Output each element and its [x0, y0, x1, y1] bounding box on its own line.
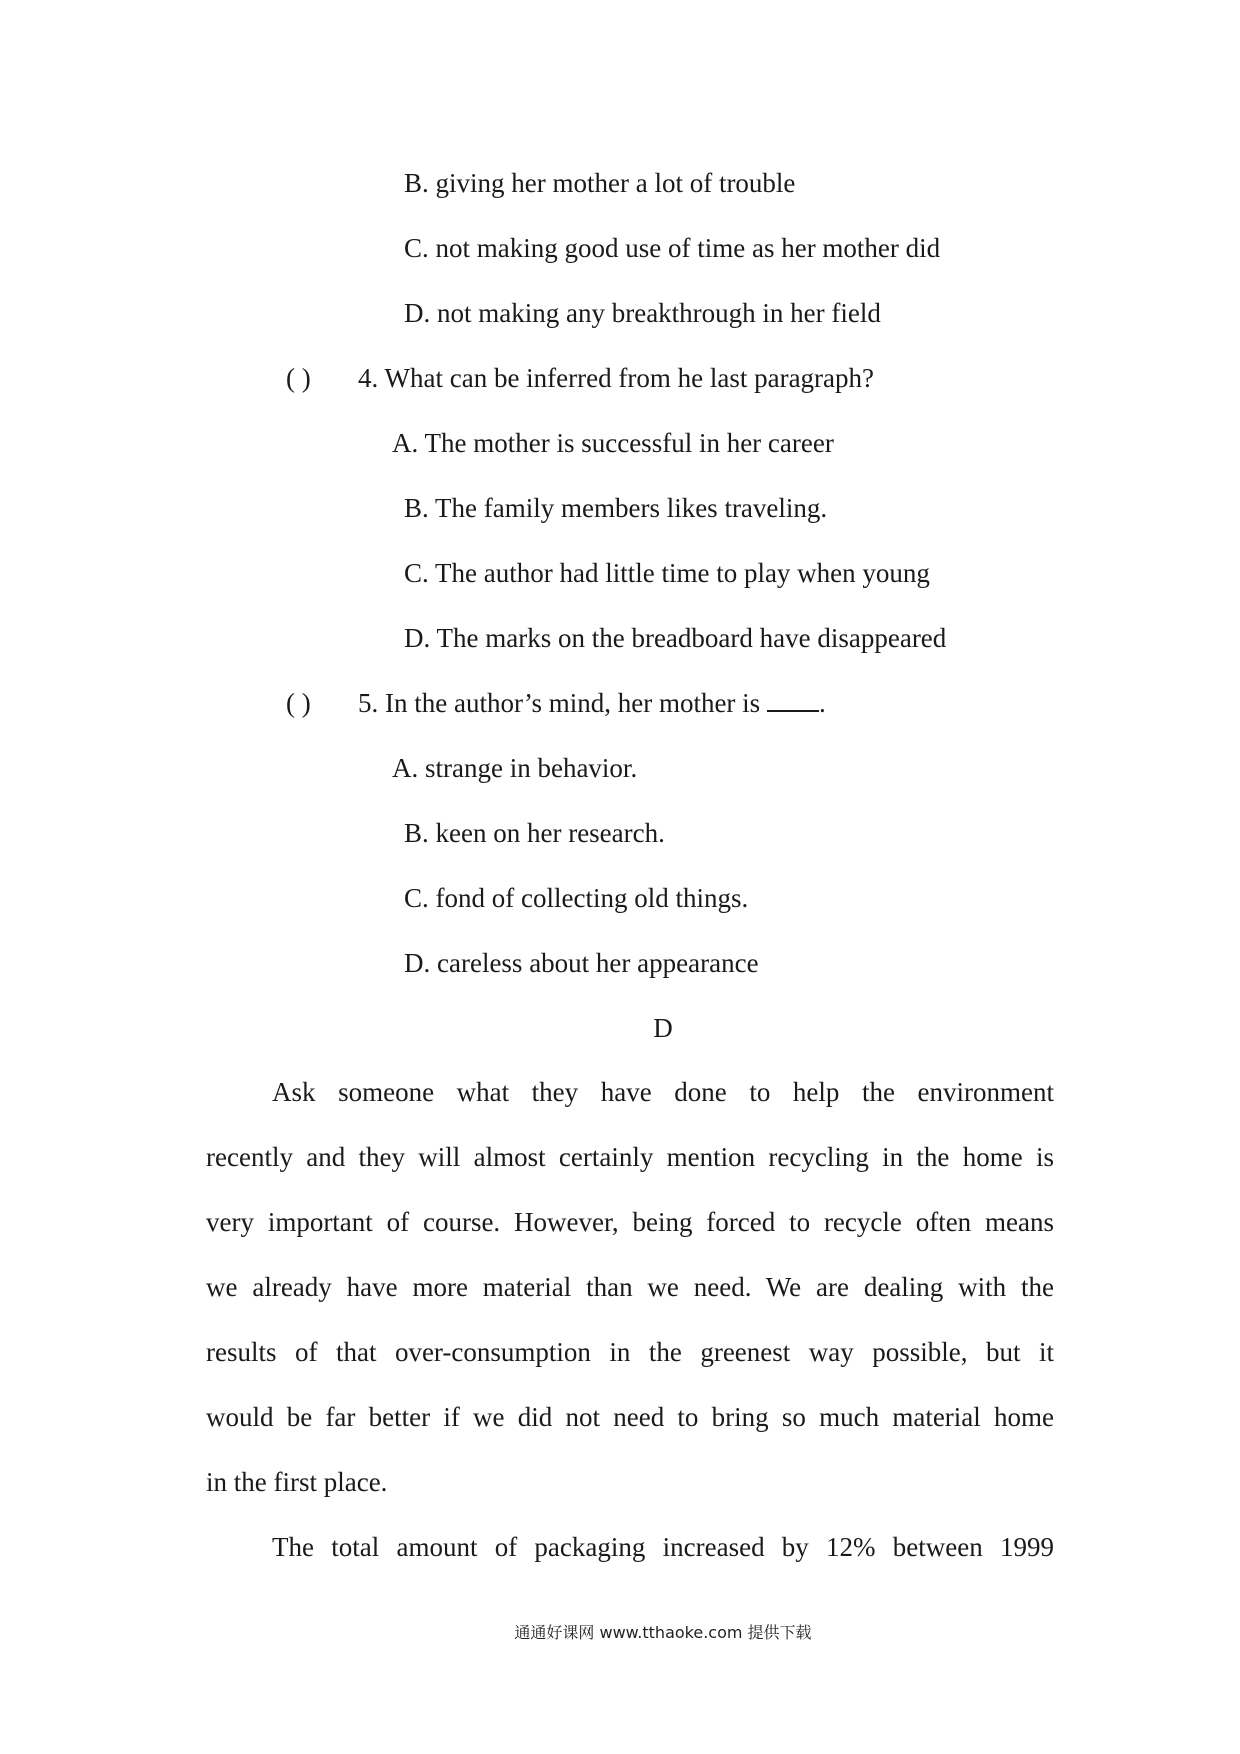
q4-answer-paren: ( ) — [286, 363, 311, 393]
passage-line: in the first place. — [206, 1467, 388, 1497]
passage-line: would be far better if we did not need to bring so much material home — [206, 1402, 1054, 1432]
q3-option-d: D. not making any breakthrough in her field — [404, 298, 881, 328]
section-heading: D — [653, 1013, 673, 1043]
q5-answer-blank — [767, 686, 819, 712]
q5-option-c: C. fond of collecting old things. — [404, 883, 749, 913]
q5-stem-before: 5. In the author’s mind, her mother is — [358, 688, 767, 718]
page-footer: 通通好课网 www.tthaoke.com 提供下载 — [514, 1623, 812, 1642]
q4-option-d: D. The marks on the breadboard have disappeared — [404, 623, 947, 653]
passage-line: Ask someone what they have done to help the environment — [272, 1077, 1054, 1107]
q3-option-b: B. giving her mother a lot of trouble — [404, 168, 796, 198]
passage-paragraph-1 — [206, 1060, 1054, 1515]
passage-line: results of that over-consumption in the greenest way possible, but it — [206, 1337, 1054, 1367]
q5-stem-after: . — [818, 688, 826, 718]
q3-option-c: C. not making good use of time as her mother did — [404, 233, 941, 263]
q4-stem-line — [286, 361, 874, 395]
passage-line: The total amount of packaging increased by 12% between 1999 — [272, 1532, 1054, 1562]
passage-line: we already have more material than we need. We are dealing with the — [206, 1272, 1054, 1302]
q4-option-c: C. The author had little time to play when young — [404, 558, 930, 588]
passage-line: recently and they will almost certainly mention recycling in the home is — [206, 1142, 1054, 1172]
passage-line: very important of course. However, being forced to recycle often means — [206, 1207, 1054, 1237]
q4-option-b: B. The family members likes traveling. — [404, 493, 828, 523]
q4-stem: 4. What can be inferred from he last paragraph? — [358, 363, 875, 393]
q5-answer-paren: ( ) — [286, 688, 311, 718]
q5-option-d: D. careless about her appearance — [404, 948, 759, 978]
passage-paragraph-2 — [206, 1515, 1054, 1580]
q5-option-a: A. strange in behavior. — [392, 753, 638, 783]
q4-option-a: A. The mother is successful in her career — [392, 428, 834, 458]
q5-stem-line — [286, 686, 826, 720]
q5-option-b: B. keen on her research. — [404, 818, 665, 848]
